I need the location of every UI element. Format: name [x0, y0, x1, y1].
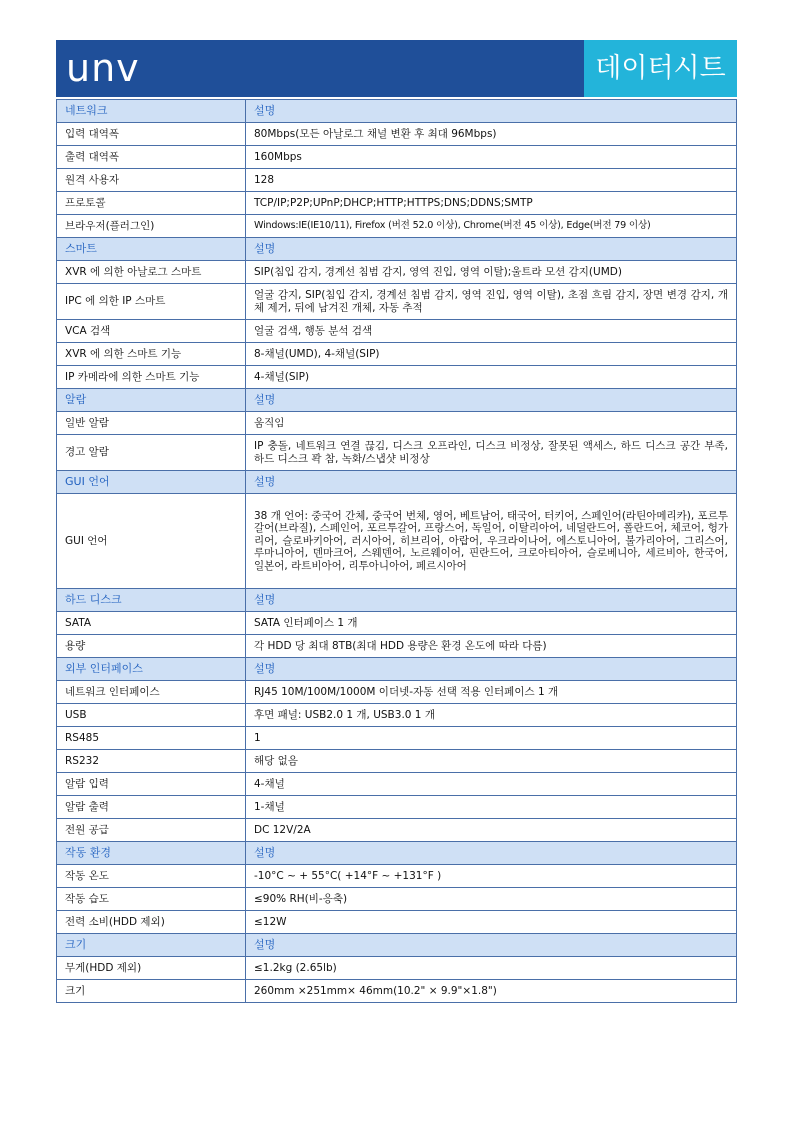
- table-row: [57, 192, 737, 215]
- table-row: [57, 494, 737, 589]
- spec-value: ≤1.2kg (2.65lb): [246, 957, 737, 980]
- spec-value: 후면 패널: USB2.0 1 개, USB3.0 1 개: [246, 704, 737, 727]
- spec-value: 각 HDD 당 최대 8TB(최대 HDD 용량은 환경 온도에 따라 다름): [246, 635, 737, 658]
- spec-label: 크기: [57, 980, 246, 1003]
- spec-value: 얼굴 감지, SIP(침입 감지, 경계선 침범 감지, 영역 진입, 영역 이탈), 초점 흐림 감지, 장면 변경 감지, 개체 제거, 뒤에 남겨진 개체, 자동 추적: [246, 284, 737, 320]
- table-row: [57, 412, 737, 435]
- spec-label: 알람 출력: [57, 796, 246, 819]
- section-header-external-interface: [57, 658, 737, 681]
- section-title: 알람: [57, 389, 246, 412]
- table-row: [57, 773, 737, 796]
- spec-value: 1-채널: [246, 796, 737, 819]
- spec-value: 얼굴 검색, 행동 분석 검색: [246, 320, 737, 343]
- section-column-label: 설명: [246, 658, 737, 681]
- section-column-label: 설명: [246, 100, 737, 123]
- spec-value: Windows:IE(IE10/11), Firefox (버전 52.0 이상), Chrome(버전 45 이상), Edge(버전 79 이상): [246, 215, 737, 238]
- spec-label: RS232: [57, 750, 246, 773]
- spec-label: IP 카메라에 의한 스마트 기능: [57, 366, 246, 389]
- table-row: [57, 911, 737, 934]
- section-header-operating-environment: [57, 842, 737, 865]
- spec-value: IP 충돌, 네트워크 연결 끊김, 디스크 오프라인, 디스크 비정상, 잘못된 액세스, 하드 디스크 공간 부족, 하드 디스크 꽉 참, 녹화/스냅샷 비정상: [246, 435, 737, 471]
- spec-value: TCP/IP;P2P;UPnP;DHCP;HTTP;HTTPS;DNS;DDNS;SMTP: [246, 192, 737, 215]
- table-row: [57, 980, 737, 1003]
- spec-value: 260mm ×251mm× 46mm(10.2" × 9.9"×1.8"): [246, 980, 737, 1003]
- section-title: 작동 환경: [57, 842, 246, 865]
- table-row: [57, 819, 737, 842]
- section-title: 하드 디스크: [57, 589, 246, 612]
- table-row: [57, 366, 737, 389]
- spec-label: 브라우저(플러그인): [57, 215, 246, 238]
- spec-value: 1: [246, 727, 737, 750]
- spec-value: 움직임: [246, 412, 737, 435]
- table-row: [57, 750, 737, 773]
- spec-label: 일반 알람: [57, 412, 246, 435]
- spec-label: XVR 에 의한 스마트 기능: [57, 343, 246, 366]
- spec-label: 알람 입력: [57, 773, 246, 796]
- spec-label: 작동 온도: [57, 865, 246, 888]
- spec-label: 무게(HDD 제외): [57, 957, 246, 980]
- table-row: [57, 612, 737, 635]
- spec-label: GUI 언어: [57, 494, 246, 589]
- spec-value: 160Mbps: [246, 146, 737, 169]
- table-row: [57, 123, 737, 146]
- section-column-label: 설명: [246, 842, 737, 865]
- section-header-alarm: [57, 389, 737, 412]
- spec-label: IPC 에 의한 IP 스마트: [57, 284, 246, 320]
- spec-value: ≤90% RH(비-응축): [246, 888, 737, 911]
- section-title: 네트워크: [57, 100, 246, 123]
- spec-value: SIP(침입 감지, 경계선 침범 감지, 영역 진입, 영역 이탈);울트라 모션 감지(UMD): [246, 261, 737, 284]
- spec-value: ≤12W: [246, 911, 737, 934]
- section-header-dimensions: [57, 934, 737, 957]
- brand-logo: unv: [66, 46, 140, 90]
- table-row: [57, 865, 737, 888]
- spec-label: 프로토콜: [57, 192, 246, 215]
- spec-value: DC 12V/2A: [246, 819, 737, 842]
- section-header-network: [57, 100, 737, 123]
- spec-label: 용량: [57, 635, 246, 658]
- spec-value: 38 개 언어: 중국어 간체, 중국어 번체, 영어, 베트남어, 태국어, 터키어, 스페인어(라틴아메리카), 포르투갈어(브라질), 스페인어, 포르투갈어, 프랑스어, 독일어, 이탈리아어, 네덜란드어, 폴란드어, 체코어, 헝가리어, 슬로바키아어, 러시아어, 히브리어, 아랍어, 우크라이나어, 에스토니아어, 불가리아어, 그리스어, 루마니아어, 덴마크어, 스웨덴어, 노르웨이어, 핀란드어, 크로아티아어, 슬로베니아, 세르비아, 한국어, 일본어, 라트비아어, 리투아니아어, 페르시아어: [246, 494, 737, 589]
- section-column-label: 설명: [246, 389, 737, 412]
- table-row: [57, 796, 737, 819]
- section-title: 크기: [57, 934, 246, 957]
- spec-label: 경고 알람: [57, 435, 246, 471]
- spec-value: SATA 인터페이스 1 개: [246, 612, 737, 635]
- spec-table: [56, 99, 737, 1003]
- table-row: [57, 215, 737, 238]
- document-type-label: 데이터시트: [584, 40, 737, 97]
- spec-label: USB: [57, 704, 246, 727]
- table-row: [57, 435, 737, 471]
- section-column-label: 설명: [246, 589, 737, 612]
- spec-value: 128: [246, 169, 737, 192]
- spec-label: 전원 공급: [57, 819, 246, 842]
- spec-value: 4-채널(SIP): [246, 366, 737, 389]
- spec-value: 해당 없음: [246, 750, 737, 773]
- table-row: [57, 727, 737, 750]
- section-header-hard-disk: [57, 589, 737, 612]
- table-row: [57, 261, 737, 284]
- spec-label: 작동 습도: [57, 888, 246, 911]
- table-row: [57, 957, 737, 980]
- section-column-label: 설명: [246, 471, 737, 494]
- spec-value: -10°C ~ + 55°C( +14°F ~ +131°F ): [246, 865, 737, 888]
- table-row: [57, 704, 737, 727]
- spec-value: RJ45 10M/100M/1000M 이더넷-자동 선택 적용 인터페이스 1 개: [246, 681, 737, 704]
- table-row: [57, 888, 737, 911]
- table-row: [57, 681, 737, 704]
- section-header-gui-language: [57, 471, 737, 494]
- table-row: [57, 343, 737, 366]
- header-banner: [56, 40, 737, 97]
- spec-label: 원격 사용자: [57, 169, 246, 192]
- spec-value: 8-채널(UMD), 4-채널(SIP): [246, 343, 737, 366]
- table-row: [57, 635, 737, 658]
- table-row: [57, 284, 737, 320]
- spec-label: RS485: [57, 727, 246, 750]
- spec-label: 전력 소비(HDD 제외): [57, 911, 246, 934]
- spec-label: 출력 대역폭: [57, 146, 246, 169]
- section-title: 스마트: [57, 238, 246, 261]
- spec-value: 4-채널: [246, 773, 737, 796]
- spec-label: SATA: [57, 612, 246, 635]
- table-row: [57, 146, 737, 169]
- section-title: GUI 언어: [57, 471, 246, 494]
- spec-label: 입력 대역폭: [57, 123, 246, 146]
- section-header-smart: [57, 238, 737, 261]
- table-row: [57, 169, 737, 192]
- spec-label: 네트워크 인터페이스: [57, 681, 246, 704]
- section-column-label: 설명: [246, 238, 737, 261]
- spec-label: VCA 검색: [57, 320, 246, 343]
- table-row: [57, 320, 737, 343]
- section-column-label: 설명: [246, 934, 737, 957]
- spec-value: 80Mbps(모든 아날로그 채널 변환 후 최대 96Mbps): [246, 123, 737, 146]
- section-title: 외부 인터페이스: [57, 658, 246, 681]
- spec-label: XVR 에 의한 아날로그 스마트: [57, 261, 246, 284]
